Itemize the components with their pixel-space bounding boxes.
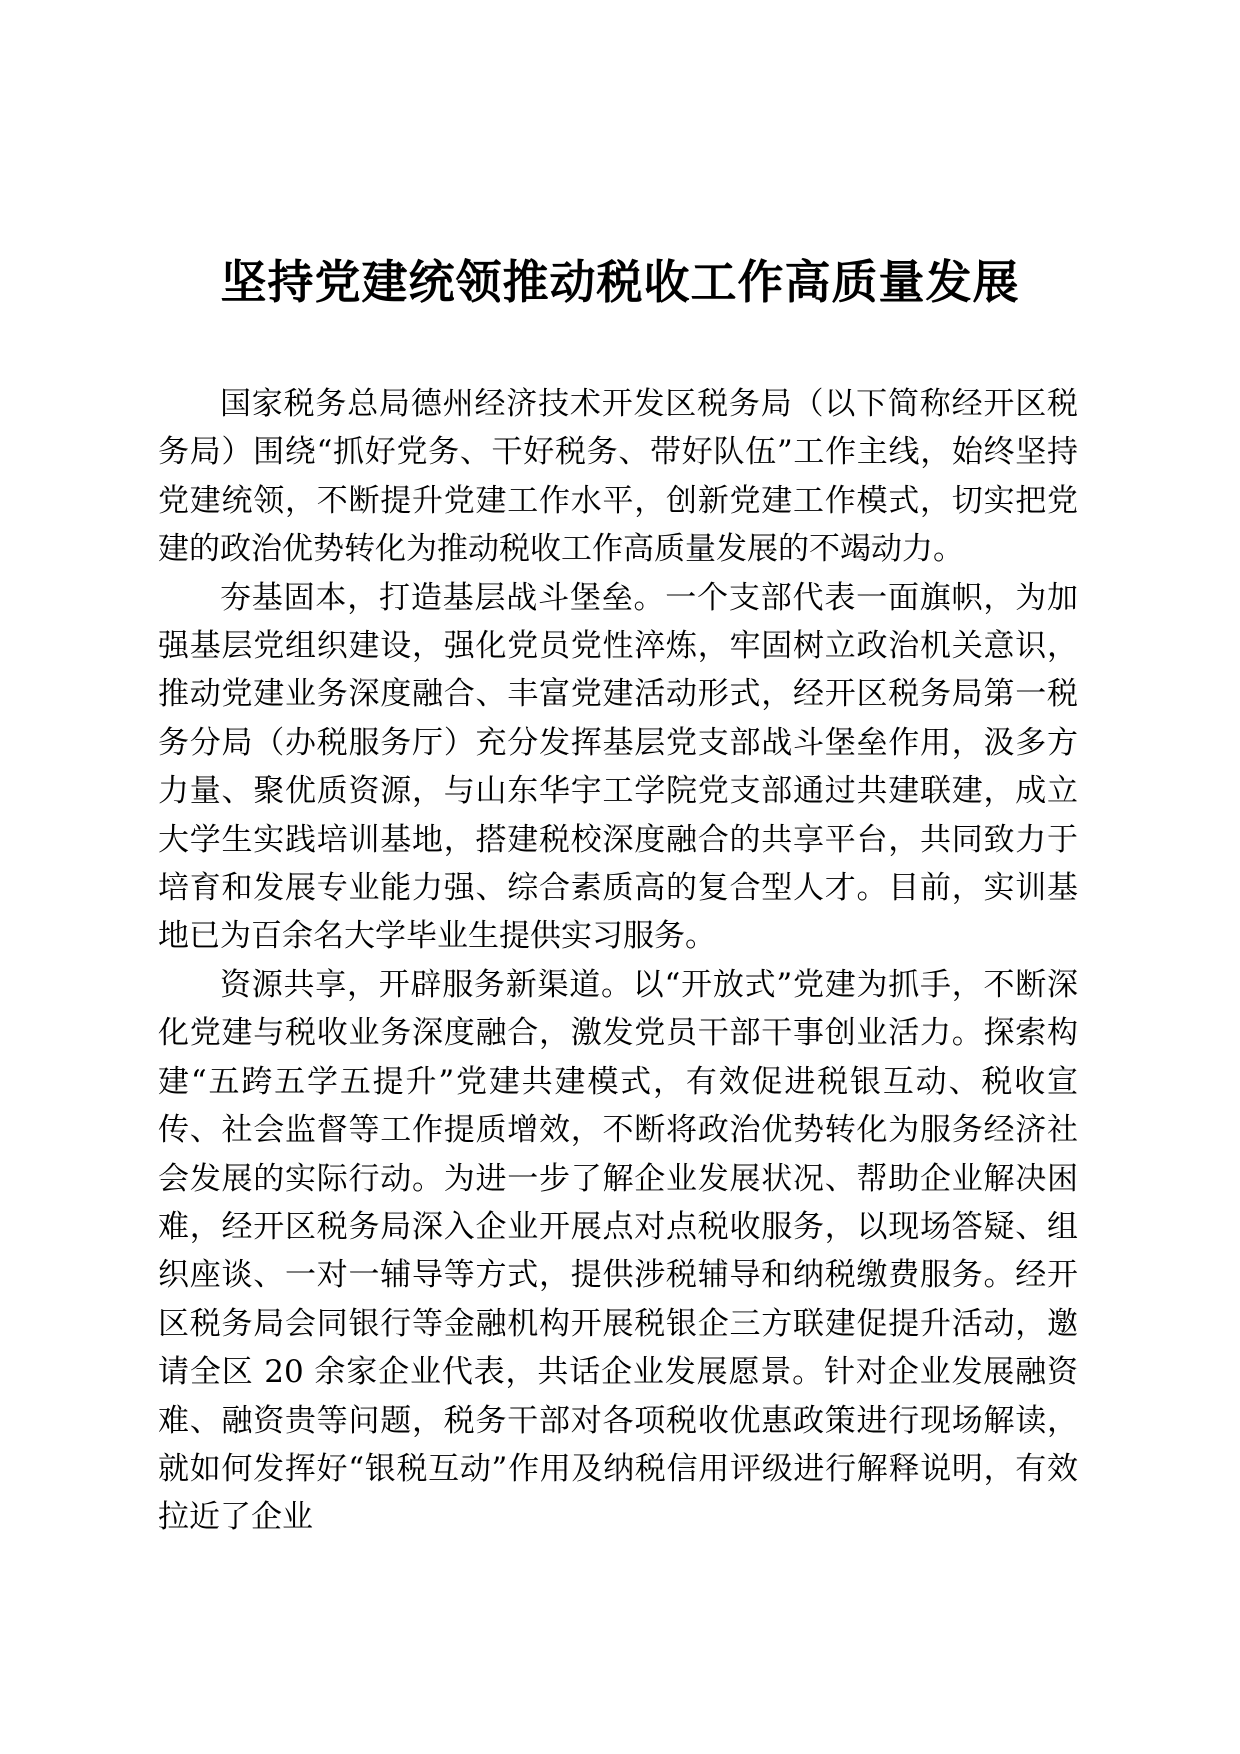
document-body <box>158 380 1078 1542</box>
paragraph-resource-sharing: 资源共享，开辟服务新渠道。以“开放式”党建为抓手，不断深化党建与税收业务深度融合，激发党员干部干事创业活力。探索构建“五跨五学五提升”党建共建模式，有效促进税银互动、税收宣传、社会监督等工作提质增效，不断将政治优势转化为服务经济社会发展的实际行动。为进一步了解企业发展状况、帮助企业解决困难，经开区税务局深入企业开展点对点税收服务，以现场答疑、组织座谈、一对一辅导等方式，提供涉税辅导和纳税缴费服务。经开区税务局会同银行等金融机构开展税银企三方联建促提升活动，邀请全区 20 余家企业代表，共话企业发展愿景。针对企业发展融资难、融资贵等问题，税务干部对各项税收优惠政策进行现场解读，就如何发挥好“银税互动”作用及纳税信用评级进行解释说明，有效拉近了企业 <box>158 966 1078 1536</box>
paragraph-foundation: 夯基固本，打造基层战斗堡垒。一个支部代表一面旗帜，为加强基层党组织建设，强化党员党性淬炼，牢固树立政治机关意识，推动党建业务深度融合、丰富党建活动形式，经开区税务局第一税务分局（办税服务厅）充分发挥基层党支部战斗堡垒作用，汲多方力量、聚优质资源，与山东华宇工学院党支部通过共建联建，成立大学生实践培训基地，搭建税校深度融合的共享平台，共同致力于培育和发展专业能力强、综合素质高的复合型人才。目前，实训基地已为百余名大学毕业生提供实习服务。 <box>158 579 1078 955</box>
document-title: 坚持党建统领推动税收工作高质量发展 <box>220 255 1020 309</box>
paragraph-intro: 国家税务总局德州经济技术开发区税务局（以下简称经开区税务局）围绕“抓好党务、干好税务、带好队伍”工作主线，始终坚持党建统领，不断提升党建工作水平，创新党建工作模式，切实把党建的政治优势转化为推动税收工作高质量发展的不竭动力。 <box>158 386 1078 568</box>
